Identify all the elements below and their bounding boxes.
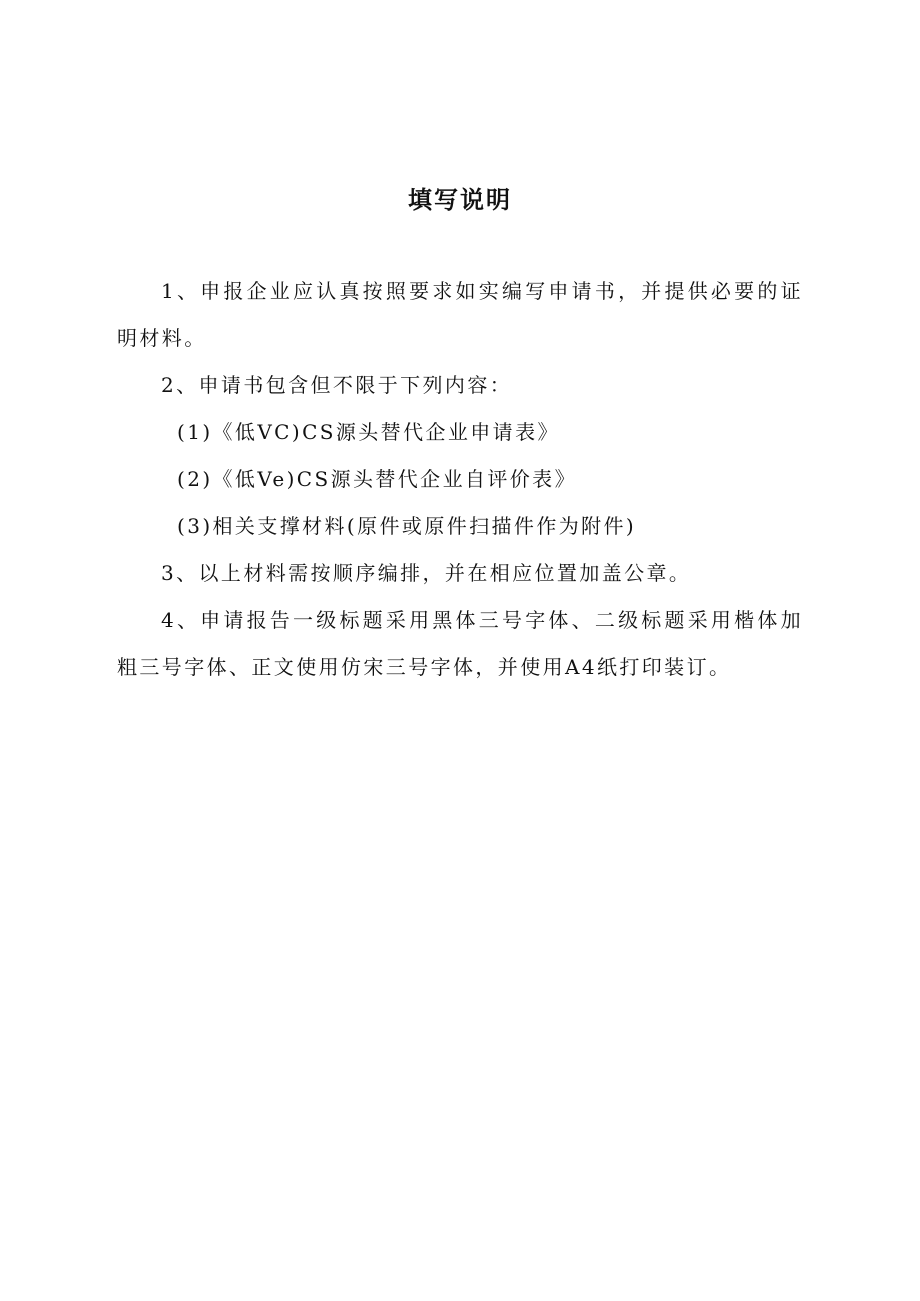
instruction-item-2: 2、申请书包含但不限于下列内容： [161,373,513,397]
content-sub-item-3: (3)相关支撑材料(原件或原件扫描件作为附件) [177,514,637,538]
content-sub-item-2: (2)《低Ve)CS源头替代企业自评价表》 [177,467,577,491]
content-sub-item-1: (1)《低VC)CS源头替代企业申请表》 [177,420,560,444]
instruction-item-3: 3、以上材料需按顺序编排，并在相应位置加盖公章。 [161,561,692,585]
instruction-item-4: 4、申请报告一级标题采用黑体三号字体、二级标题采用楷体加粗三号字体、正文使用仿宋三号字体，并使用A4纸打印装订。 [117,608,803,679]
instructions-body [117,268,803,691]
document-title: 填写说明 [408,186,512,214]
instruction-item-1: 1、申报企业应认真按照要求如实编写申请书，并提供必要的证明材料。 [117,279,803,350]
